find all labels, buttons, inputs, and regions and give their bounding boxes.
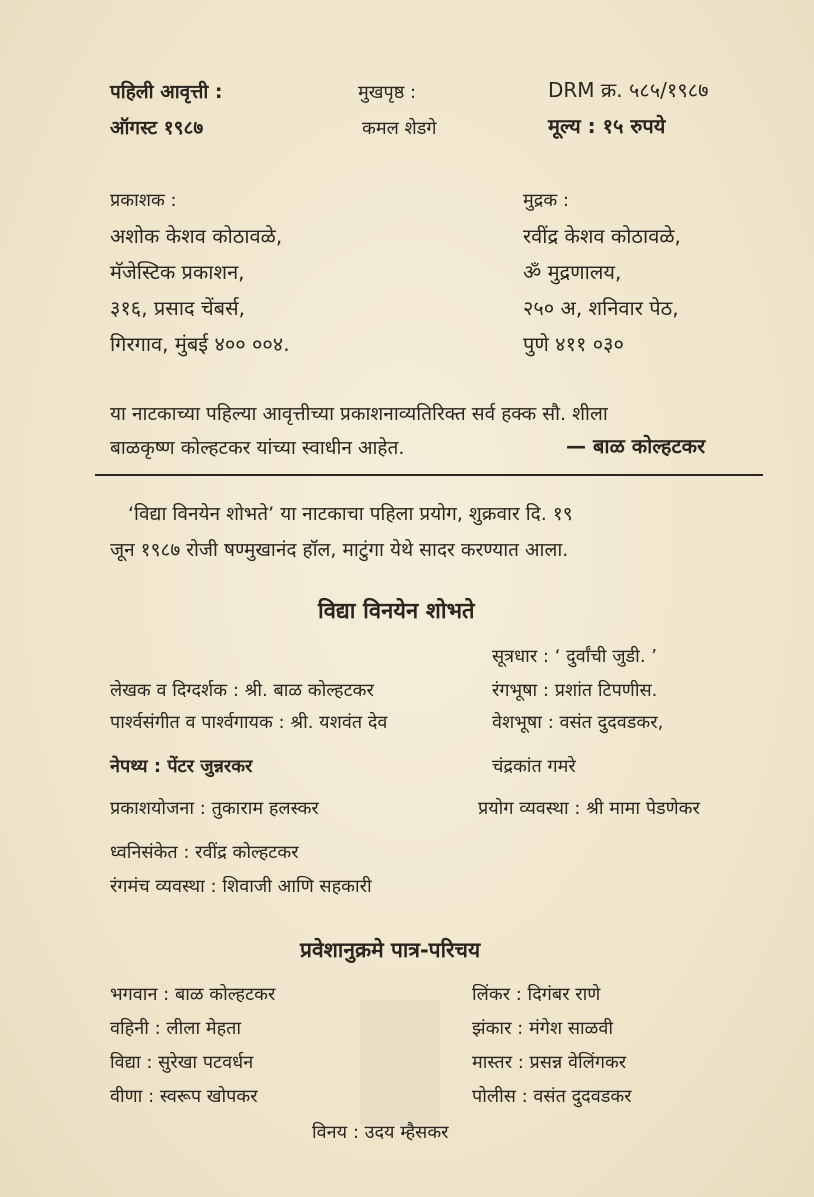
cast-line: मास्तर : प्रसन्न वेलिंगकर	[472, 1052, 627, 1073]
cast-line: वीणा : स्वरूप खोपकर	[110, 1086, 258, 1107]
price: मूल्य : १५ रुपये	[548, 114, 666, 138]
credit-line: रंगभूषा : प्रशांत टिपणीस.	[492, 680, 658, 701]
cast-line: लिंकर : दिगंबर राणे	[472, 984, 601, 1005]
credit-line: प्रकाशयोजना : तुकाराम हलस्कर	[110, 798, 319, 819]
cast-line: भगवान : बाळ कोल्हटकर	[110, 984, 276, 1005]
cast-title: प्रवेशानुक्रमे पात्र-परिचय	[300, 938, 481, 962]
printer-line: ॐ मुद्रणालय,	[523, 260, 622, 284]
cover-artist: कमल शेडगे	[362, 118, 437, 139]
cast-line: विनय : उदय म्हैसकर	[312, 1122, 449, 1143]
publisher-line: मॅजेस्टिक प्रकाशन,	[110, 260, 245, 284]
publisher-line: गिरगाव, मुंबई ४०० ००४.	[110, 332, 290, 356]
credit-line: प्रयोग व्यवस्था : श्री मामा पेडणेकर	[478, 798, 700, 819]
cast-line: पोलीस : वसंत दुदवडकर	[472, 1086, 632, 1107]
credit-line: चंद्रकांत गमरे	[492, 756, 576, 777]
divider	[95, 474, 763, 476]
edition-label: पहिली आवृत्ती :	[110, 81, 223, 103]
credit-line: रंगमंच व्यवस्था : शिवाजी आणि सहकारी	[110, 876, 372, 897]
rights-author: — बाळ कोल्हटकर	[566, 434, 706, 458]
credit-line: वेशभूषा : वसंत दुदवडकर,	[492, 712, 664, 733]
drm-number: DRM क्र. ५८५/१९८७	[548, 78, 709, 102]
publisher-label: प्रकाशक :	[110, 190, 177, 211]
printer-line: २५० अ, शनिवार पेठ,	[523, 296, 679, 320]
credit-line: ध्वनिसंकेत : रवींद्र कोल्हटकर	[110, 842, 299, 863]
credit-line: सूत्रधार : ‘ दुर्वांची जुडी. ’	[492, 646, 658, 667]
credit-line: पार्श्वसंगीत व पार्श्वगायक : श्री. यशवंत देव	[110, 712, 388, 733]
rights-line: या नाटकाच्या पहिल्या आवृत्तीच्या प्रकाशनाव्यतिरिक्त सर्व हक्क सौ. शीला	[110, 403, 608, 425]
first-show-line: ‘विद्या विनयेन शोभते’ या नाटकाचा पहिला प्रयोग, शुक्रवार दि. १९	[128, 503, 573, 525]
rights-line: बाळकृष्ण कोल्हटकर यांच्या स्वाधीन आहेत.	[110, 437, 405, 459]
cover-label: मुखपृष्ठ :	[358, 82, 417, 103]
credit-line: लेखक व दिग्दर्शक : श्री. बाळ कोल्हटकर	[110, 680, 374, 701]
publisher-line: अशोक केशव कोठावळे,	[110, 224, 283, 248]
publisher-line: ३१६, प्रसाद चेंबर्स,	[110, 296, 245, 320]
cast-line: विद्या : सुरेखा पटवर्धन	[110, 1052, 254, 1073]
first-show-line: जून १९८७ रोजी षण्मुखानंद हॉल, माटुंगा येथे सादर करण्यात आला.	[110, 539, 569, 561]
printer-line: पुणे ४११ ०३०	[523, 332, 624, 356]
printer-line: रवींद्र केशव कोठावळे,	[523, 224, 681, 248]
bleed-through-text	[290, 95, 302, 135]
faded-stamp	[360, 1000, 440, 1125]
edition-date: ऑगस्ट १९८७	[110, 117, 204, 139]
play-title: विद्या विनयेन शोभते	[318, 599, 475, 624]
cast-line: वहिनी : लीला मेहता	[110, 1018, 242, 1039]
credit-line: नेपथ्य : पेंटर जुन्नरकर	[110, 756, 253, 777]
printer-label: मुद्रक :	[523, 190, 569, 211]
cast-line: झंकार : मंगेश साळवी	[472, 1018, 614, 1039]
